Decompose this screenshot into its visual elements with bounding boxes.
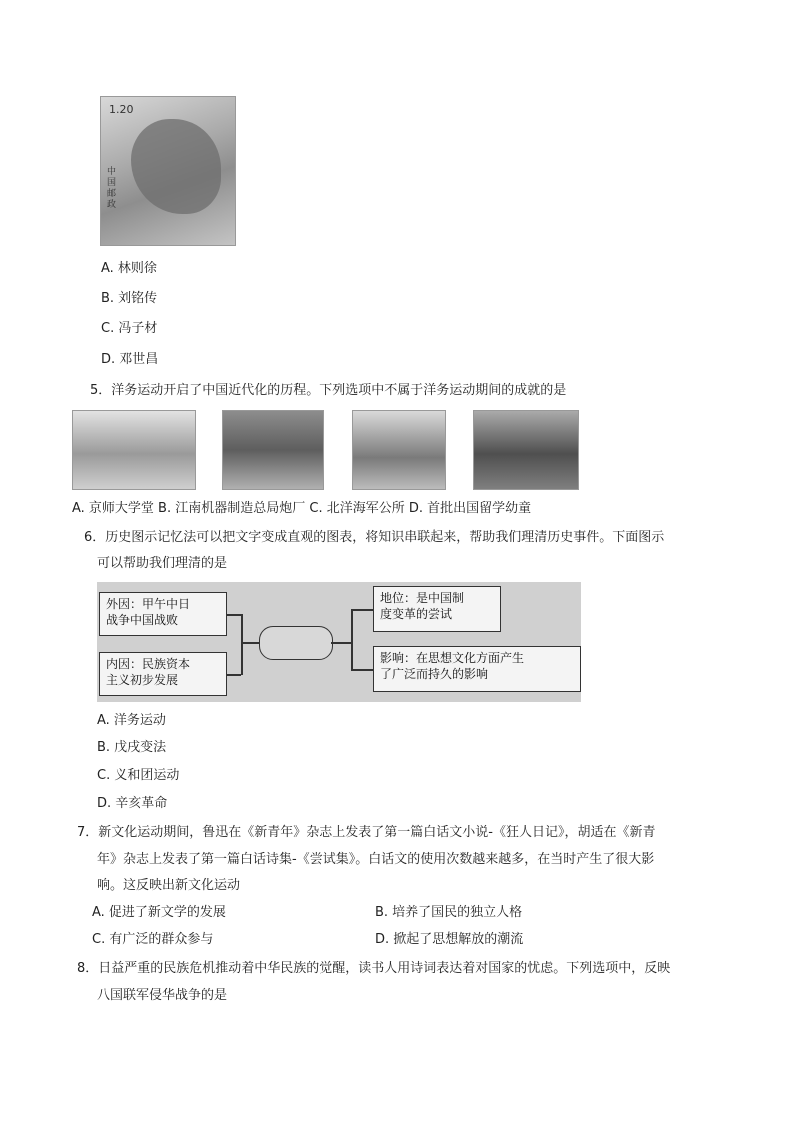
stamp-country: 中国邮政 (107, 167, 117, 210)
q5-stem: 5．洋务运动开启了中国近代化的历程。下列选项中不属于洋务运动期间的成就的是 (90, 383, 567, 398)
q6-stem-line2: 可以帮助我们理清的是 (97, 556, 228, 571)
q5-photo-b (222, 410, 324, 490)
q5-options[interactable]: A. 京师大学堂 B. 江南机器制造总局炮厂 C. 北洋海军公所 D. 首批出国留学幼童 (72, 501, 532, 516)
stamp-image (100, 96, 236, 246)
diagram-box-external-cause: 外因：甲午中日 战争中国战败 (99, 592, 227, 636)
q8-line1: 8．日益严重的民族危机推动着中华民族的觉醒，读书人用诗词表达着对国家的忧虑。下列选项中，反映 (77, 961, 671, 976)
diagram-box-internal-cause: 内因：民族资本 主义初步发展 (99, 652, 227, 696)
q7-line1: 7．新文化运动期间，鲁迅在《新青年》杂志上发表了第一篇白话文小说-《狂人日记》，胡适在《新青 (77, 825, 656, 840)
connector (241, 642, 259, 644)
q6-diagram (97, 582, 581, 702)
stamp-figure (131, 119, 221, 214)
connector (241, 614, 243, 675)
connector (227, 614, 241, 616)
connector (331, 642, 351, 644)
q7-option-b[interactable]: B. 培养了国民的独立人格 (375, 905, 523, 920)
q7-option-c[interactable]: C. 有广泛的群众参与 (92, 932, 214, 947)
q6-option-c[interactable]: C. 义和团运动 (97, 768, 180, 783)
q4-option-a[interactable]: A. 林则徐 (101, 261, 157, 276)
q5-photo-d (473, 410, 579, 490)
connector (351, 669, 373, 671)
q7-line3: 响。这反映出新文化运动 (97, 878, 241, 893)
connector (227, 674, 241, 676)
q8-line2: 八国联军侵华战争的是 (97, 988, 228, 1003)
q4-option-b[interactable]: B. 刘铭传 (101, 291, 158, 306)
stamp-value: 1.20 (109, 103, 134, 116)
q7-line2: 年》杂志上发表了第一篇白话诗集-《尝试集》。白话文的使用次数越来越多，在当时产生了很大影 (97, 852, 655, 867)
connector (351, 609, 353, 670)
q7-option-d[interactable]: D. 掀起了思想解放的潮流 (375, 932, 524, 947)
diagram-center-blank (259, 626, 333, 660)
q6-option-d[interactable]: D. 辛亥革命 (97, 796, 168, 811)
q6-option-a[interactable]: A. 洋务运动 (97, 713, 166, 728)
q5-photo-a (72, 410, 196, 490)
q6-stem-line1: 6．历史图示记忆法可以把文字变成直观的图表，将知识串联起来，帮助我们理清历史事件。下面图示 (84, 530, 665, 545)
diagram-box-status: 地位：是中国制 度变革的尝试 (373, 586, 501, 632)
q4-option-d[interactable]: D. 邓世昌 (101, 352, 159, 367)
q4-option-c[interactable]: C. 冯子材 (101, 321, 158, 336)
q7-option-a[interactable]: A. 促进了新文学的发展 (92, 905, 226, 920)
diagram-box-impact: 影响：在思想文化方面产生 了广泛而持久的影响 (373, 646, 581, 692)
connector (351, 609, 373, 611)
q6-option-b[interactable]: B. 戊戌变法 (97, 740, 167, 755)
q5-photo-c (352, 410, 446, 490)
